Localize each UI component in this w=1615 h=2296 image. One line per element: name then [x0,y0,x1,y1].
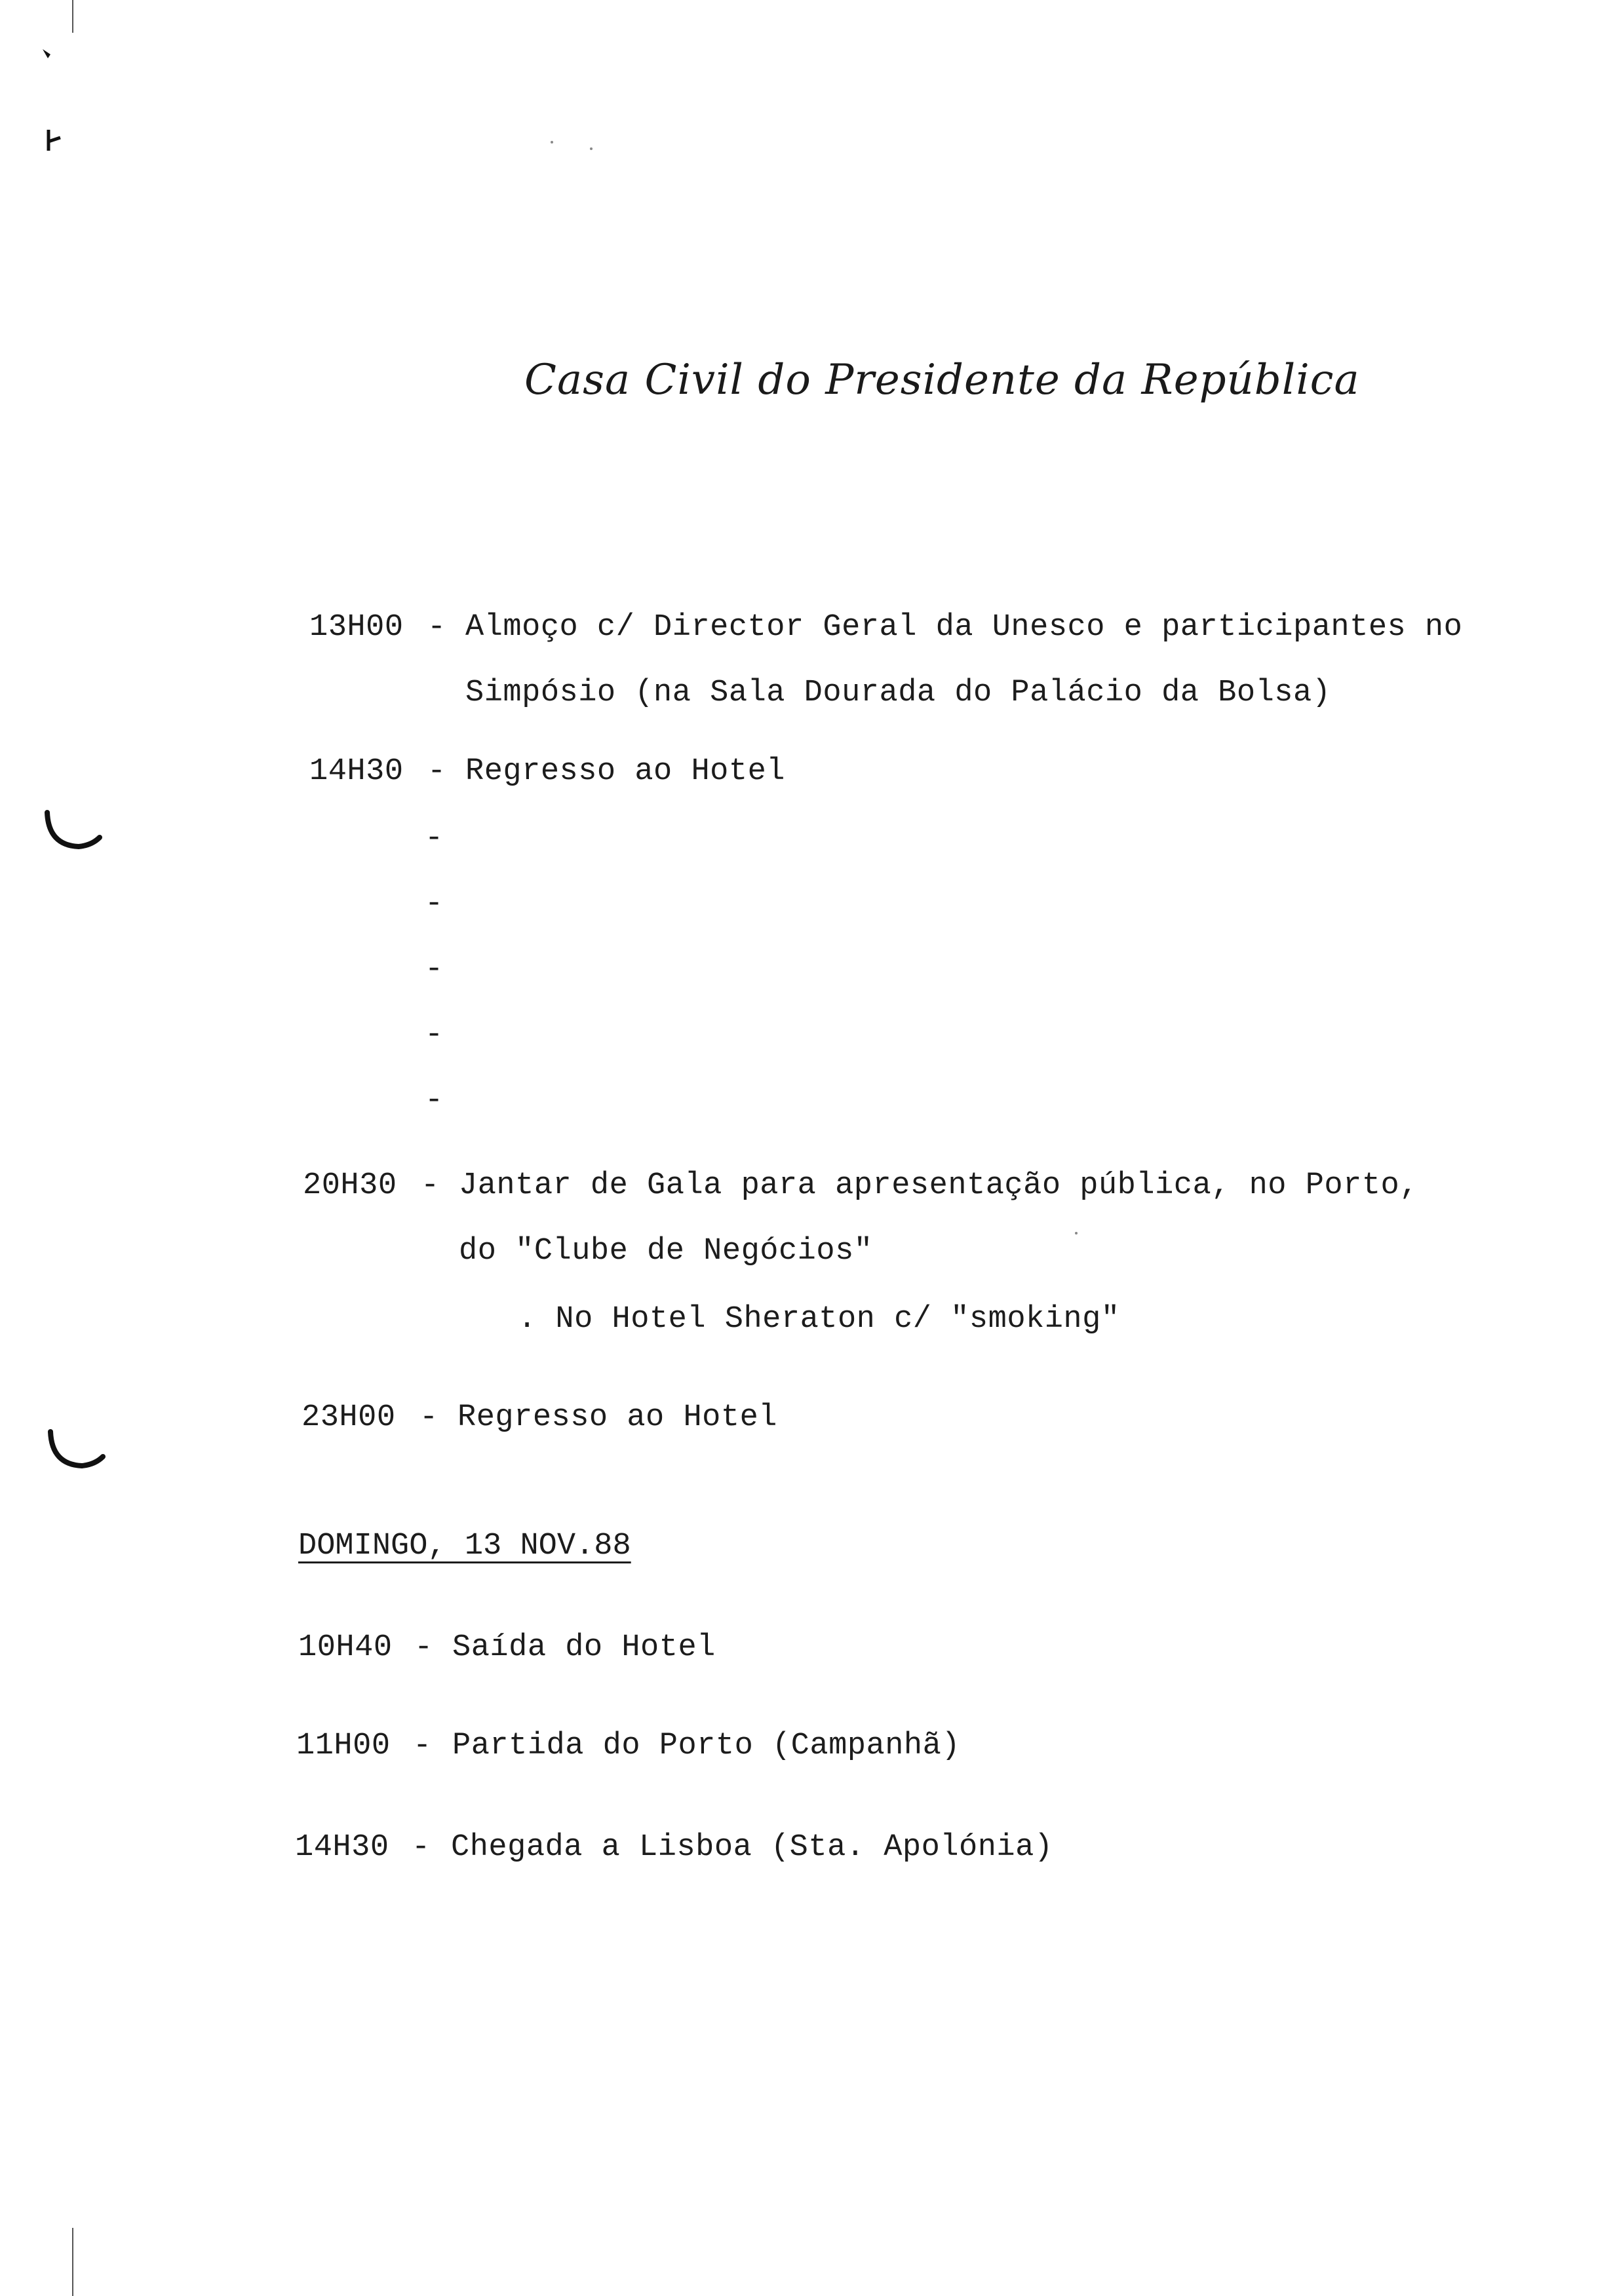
entry-separator: - [413,1729,432,1763]
speck [551,141,553,144]
hole-punch-mark-1 [39,806,111,865]
entry-time: 11H00 [296,1729,391,1763]
entry-text: Chegada a Lisboa (Sta. Apolónia) [451,1830,1053,1865]
day-heading: DOMINGO, 13 NOV.88 [298,1529,631,1563]
entry-text: Regresso ao Hotel [465,754,785,789]
entry-time: 14H30 [309,754,404,789]
entry-note: . No Hotel Sheraton c/ "smoking" [518,1302,1120,1337]
empty-line-marker: - [425,1083,444,1118]
entry-text: Regresso ao Hotel [457,1400,777,1435]
entry-text: Partida do Porto (Campanhã) [452,1729,961,1763]
hole-punch-mark-2 [43,1425,115,1484]
empty-line-marker: - [425,821,444,856]
empty-line-marker: - [425,887,444,921]
entry-text: Saída do Hotel [452,1630,716,1665]
scan-mark-top [36,43,75,82]
entry-separator: - [414,1630,433,1665]
scan-mark-small [41,124,80,164]
left-margin-line-top [72,0,73,33]
entry-separator: - [419,1400,438,1435]
entry-continuation: Simpósio (na Sala Dourada do Palácio da Bolsa) [465,676,1331,710]
entry-time: 23H00 [302,1400,396,1435]
entry-text: Jantar de Gala para apresentação pública, no Porto, [459,1168,1418,1203]
entry-time: 13H00 [309,610,404,645]
entry-time: 14H30 [295,1830,389,1865]
entry-separator: - [421,1168,440,1203]
letterhead: Casa Civil do Presidente da República [524,356,1360,404]
empty-line-marker: - [425,952,444,987]
speck [1075,1232,1078,1234]
empty-line-marker: - [425,1018,444,1052]
speck [590,147,593,150]
entry-time: 20H30 [303,1168,397,1203]
entry-time: 10H40 [298,1630,393,1665]
entry-separator: - [412,1830,431,1865]
entry-separator: - [427,610,446,645]
entry-continuation: do "Clube de Negócios" [459,1234,873,1269]
entry-text: Almoço c/ Director Geral da Unesco e participantes no [465,610,1463,645]
entry-separator: - [427,754,446,789]
left-margin-line-bottom [72,2228,73,2296]
